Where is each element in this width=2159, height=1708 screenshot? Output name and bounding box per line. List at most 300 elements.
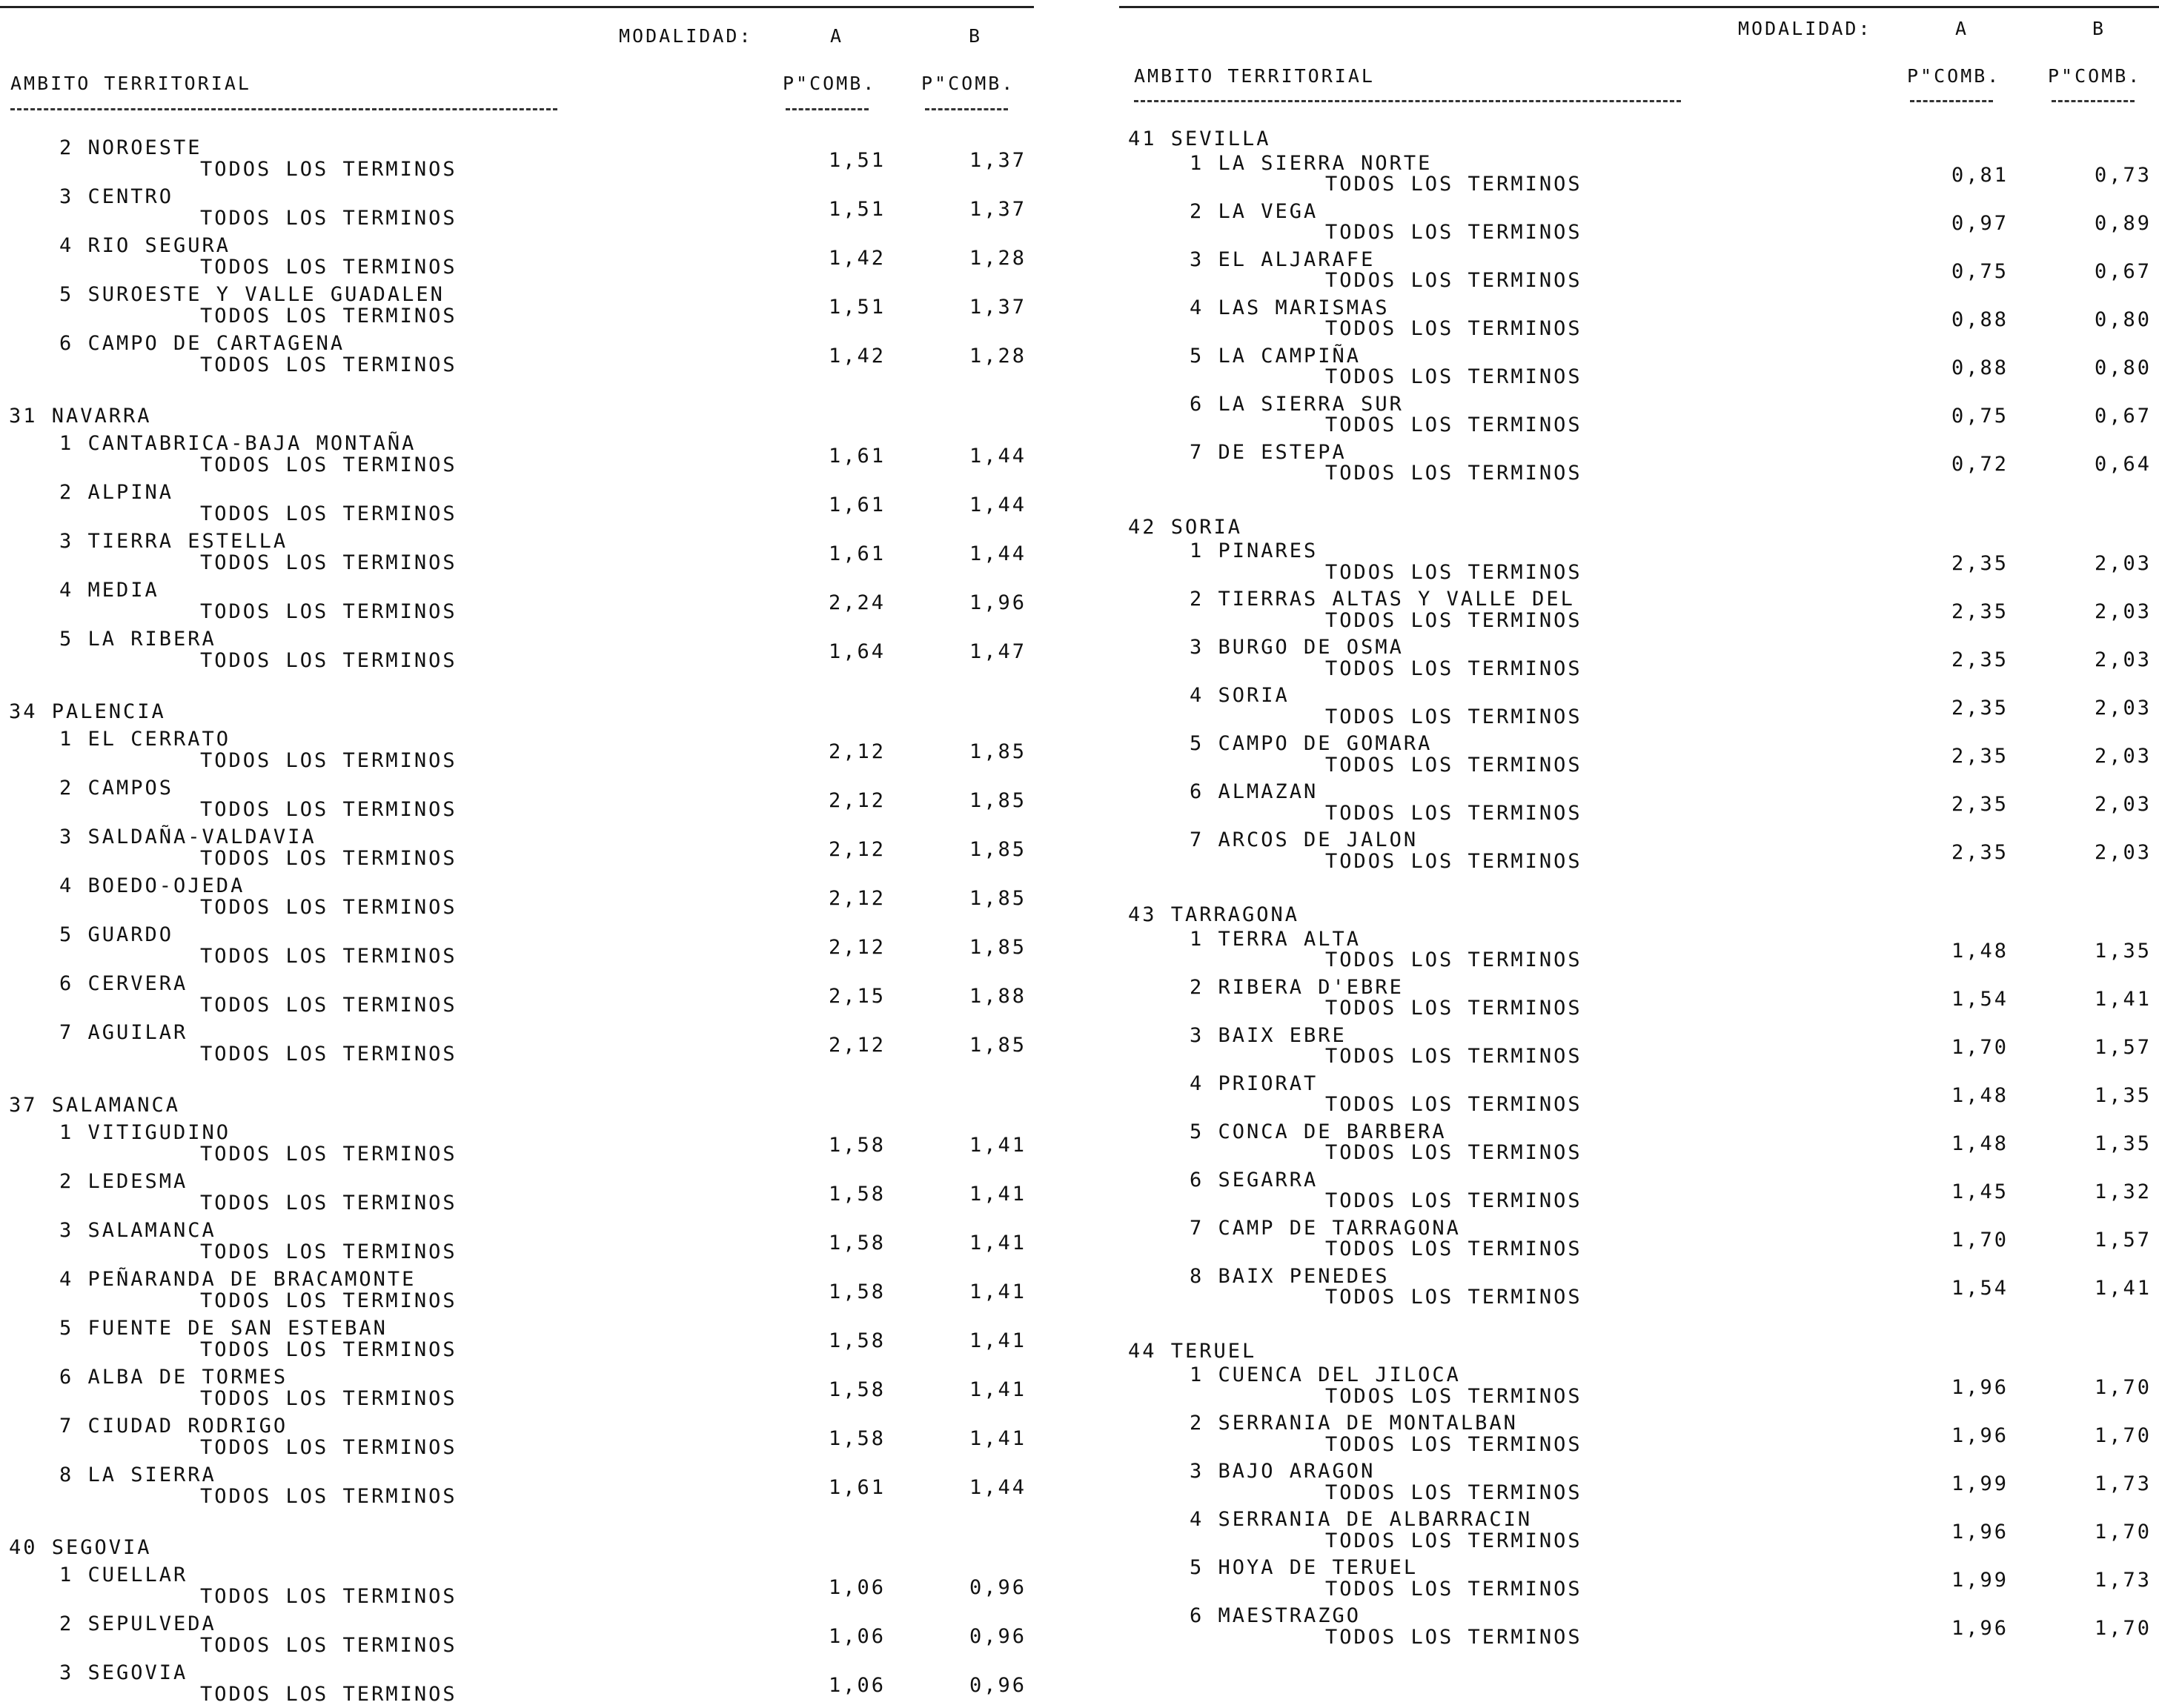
value-a: 1,96: [1951, 1375, 2009, 1399]
value-a: 2,12: [828, 789, 886, 812]
term-row: [1119, 988, 2159, 1022]
comarca-name: 3 TIERRA ESTELLA: [59, 530, 288, 553]
value-b: 0,96: [969, 1576, 1027, 1599]
term-label: TODOS LOS TERMINOS: [1325, 997, 1582, 1020]
term-label: TODOS LOS TERMINOS: [1325, 1237, 1582, 1260]
comarca-name: 3 BURGO DE OSMA: [1190, 636, 1404, 659]
value-b: 1,70: [2094, 1616, 2152, 1640]
value-a: 2,12: [828, 936, 886, 959]
term-row: [0, 640, 1038, 674]
value-b: 1,85: [969, 887, 1027, 910]
comarca-name: 3 SALDAÑA-VALDAVIA: [59, 825, 316, 848]
term-row: [0, 1183, 1038, 1217]
term-row: [0, 1280, 1038, 1315]
comarca-name: 4 PEÑARANDA DE BRACAMONTE: [59, 1268, 417, 1291]
value-a: 1,06: [828, 1674, 886, 1697]
value-b: 0,73: [2094, 164, 2152, 187]
comarca-name: 2 LA VEGA: [1190, 199, 1319, 223]
pcomb-b-label: P"COMB.: [921, 73, 1015, 94]
comarca-name: 7 DE ESTEPA: [1190, 440, 1347, 464]
term-row: [0, 1674, 1038, 1708]
province-row: [0, 1094, 1038, 1119]
value-b: 2,03: [2094, 744, 2152, 768]
term-label: TODOS LOS TERMINOS: [200, 353, 457, 376]
term-label: TODOS LOS TERMINOS: [200, 551, 457, 574]
value-a: 2,35: [1951, 840, 2009, 864]
value-b: 1,41: [969, 1232, 1027, 1255]
comarca-name: 5 HOYA DE TERUEL: [1190, 1556, 1419, 1579]
province-name: 37 SALAMANCA: [9, 1094, 181, 1117]
pcomb-a-underline: [786, 108, 869, 110]
pcomb-b-label: P"COMB.: [2048, 65, 2142, 87]
term-label: TODOS LOS TERMINOS: [200, 1683, 457, 1706]
comarca-name: 4 PRIORAT: [1190, 1071, 1319, 1095]
value-b: 1,57: [2094, 1036, 2152, 1059]
value-a: 1,61: [828, 542, 886, 565]
modalidad-label: MODALIDAD:: [1738, 18, 1872, 39]
term-row: [0, 1427, 1038, 1461]
value-a: 1,45: [1951, 1180, 2009, 1203]
comarca-name: 6 LA SIERRA SUR: [1190, 392, 1404, 416]
province-row: [1119, 127, 2159, 153]
term-label: TODOS LOS TERMINOS: [200, 649, 457, 672]
value-b: 0,89: [2094, 212, 2152, 235]
value-a: 0,88: [1951, 308, 2009, 331]
value-b: 1,41: [969, 1280, 1027, 1303]
value-a: 1,96: [1951, 1423, 2009, 1447]
comarca-name: 1 TERRA ALTA: [1190, 927, 1362, 951]
term-label: TODOS LOS TERMINOS: [200, 158, 457, 181]
term-label: TODOS LOS TERMINOS: [1325, 221, 1582, 244]
term-label: TODOS LOS TERMINOS: [200, 305, 457, 328]
value-a: 2,35: [1951, 696, 2009, 720]
term-row: [1119, 744, 2159, 779]
term-label: TODOS LOS TERMINOS: [1325, 705, 1582, 728]
value-b: 2,03: [2094, 599, 2152, 623]
term-label: TODOS LOS TERMINOS: [1325, 1625, 1582, 1649]
term-row: [1119, 940, 2159, 974]
term-label: TODOS LOS TERMINOS: [1325, 1577, 1582, 1601]
term-label: TODOS LOS TERMINOS: [200, 207, 457, 230]
value-b: 1,47: [969, 640, 1027, 663]
right-column: [1119, 0, 2159, 1692]
ambito-label: AMBITO TERRITORIAL: [1134, 65, 1375, 87]
comarca-name: 4 BOEDO-OJEDA: [59, 874, 245, 897]
term-label: TODOS LOS TERMINOS: [200, 994, 457, 1017]
term-label: TODOS LOS TERMINOS: [200, 798, 457, 821]
term-row: [1119, 212, 2159, 246]
comarca-name: 1 CANTABRICA-BAJA MONTAÑA: [59, 432, 417, 455]
value-b: 0,64: [2094, 453, 2152, 476]
comarca-name: 8 BAIX PENEDES: [1190, 1264, 1390, 1288]
term-label: TODOS LOS TERMINOS: [1325, 849, 1582, 873]
term-label: TODOS LOS TERMINOS: [1325, 365, 1582, 388]
value-a: 1,96: [1951, 1520, 2009, 1543]
province-row: [0, 700, 1038, 725]
ambito-underline: [1134, 100, 1681, 102]
term-row: [1119, 164, 2159, 198]
value-b: 1,85: [969, 1034, 1027, 1057]
value-b: 2,03: [2094, 551, 2152, 575]
value-a: 1,96: [1951, 1616, 2009, 1640]
term-label: TODOS LOS TERMINOS: [200, 1436, 457, 1459]
value-a: 1,58: [828, 1183, 886, 1206]
comarca-name: 5 LA CAMPIÑA: [1190, 344, 1362, 368]
comarca-name: 2 SEPULVEDA: [59, 1612, 216, 1635]
value-b: 1,70: [2094, 1375, 2152, 1399]
value-b: 1,44: [969, 445, 1027, 468]
value-b: 1,35: [2094, 1084, 2152, 1107]
term-row: [0, 1329, 1038, 1363]
value-b: 1,88: [969, 985, 1027, 1008]
pcomb-a-label: P"COMB.: [783, 73, 877, 94]
comarca-name: 1 LA SIERRA NORTE: [1190, 151, 1433, 175]
term-row: [1119, 1375, 2159, 1410]
value-b: 0,67: [2094, 405, 2152, 428]
comarca-name: 3 EL ALJARAFE: [1190, 247, 1376, 271]
value-b: 1,85: [969, 838, 1027, 861]
term-label: TODOS LOS TERMINOS: [200, 1240, 457, 1263]
comarca-name: 3 SEGOVIA: [59, 1661, 188, 1684]
value-a: 1,06: [828, 1625, 886, 1648]
term-label: TODOS LOS TERMINOS: [1325, 1286, 1582, 1309]
value-b: 1,57: [2094, 1229, 2152, 1252]
value-a: 1,61: [828, 445, 886, 468]
province-row: [1119, 516, 2159, 541]
term-label: TODOS LOS TERMINOS: [1325, 173, 1582, 196]
term-label: TODOS LOS TERMINOS: [1325, 1529, 1582, 1552]
province-name: 43 TARRAGONA: [1128, 903, 1300, 926]
value-b: 1,32: [2094, 1180, 2152, 1203]
term-row: [1119, 260, 2159, 294]
term-row: [0, 494, 1038, 528]
comarca-name: 3 BAJO ARAGON: [1190, 1460, 1376, 1483]
value-b: 1,44: [969, 1476, 1027, 1499]
value-a: 1,42: [828, 247, 886, 270]
comarca-name: 2 LEDESMA: [59, 1170, 188, 1193]
value-b: 1,35: [2094, 940, 2152, 963]
term-label: TODOS LOS TERMINOS: [1325, 608, 1582, 632]
term-label: TODOS LOS TERMINOS: [200, 749, 457, 772]
province-row: [1119, 903, 2159, 928]
comarca-name: 1 CUENCA DEL JILOCA: [1190, 1363, 1461, 1386]
comarca-name: 6 CAMPO DE CARTAGENA: [59, 332, 345, 355]
comarca-name: 4 RIO SEGURA: [59, 234, 231, 257]
value-b: 2,03: [2094, 792, 2152, 816]
comarca-name: 6 ALMAZAN: [1190, 780, 1319, 803]
term-label: TODOS LOS TERMINOS: [1325, 1189, 1582, 1212]
term-label: TODOS LOS TERMINOS: [200, 1485, 457, 1508]
top-rule: [1119, 6, 2159, 8]
term-row: [0, 838, 1038, 872]
value-a: 1,58: [828, 1134, 886, 1157]
comarca-name: 7 ARCOS DE JALON: [1190, 828, 1419, 851]
term-row: [1119, 308, 2159, 342]
value-a: 1,48: [1951, 1084, 2009, 1107]
col-a-label: A: [1955, 18, 1969, 39]
value-a: 2,24: [828, 591, 886, 614]
value-b: 1,37: [969, 296, 1027, 319]
value-a: 1,48: [1951, 1132, 2009, 1155]
term-label: TODOS LOS TERMINOS: [200, 1143, 457, 1166]
comarca-name: 5 CONCA DE BARBERA: [1190, 1120, 1447, 1143]
term-row: [0, 1576, 1038, 1610]
term-row: [1119, 1520, 2159, 1555]
value-b: 0,96: [969, 1674, 1027, 1697]
comarca-name: 7 CIUDAD RODRIGO: [59, 1415, 288, 1438]
term-label: TODOS LOS TERMINOS: [200, 1338, 457, 1361]
term-row: [1119, 696, 2159, 731]
value-b: 1,70: [2094, 1520, 2152, 1543]
term-label: TODOS LOS TERMINOS: [200, 1289, 457, 1312]
value-b: 1,85: [969, 789, 1027, 812]
value-b: 1,41: [2094, 1277, 2152, 1300]
province-name: 42 SORIA: [1128, 515, 1243, 539]
province-name: 34 PALENCIA: [9, 700, 166, 723]
value-b: 1,37: [969, 149, 1027, 172]
term-label: TODOS LOS TERMINOS: [1325, 801, 1582, 825]
value-b: 0,80: [2094, 356, 2152, 379]
term-label: TODOS LOS TERMINOS: [1325, 753, 1582, 777]
value-b: 1,35: [2094, 1132, 2152, 1155]
term-row: [1119, 792, 2159, 827]
comarca-name: 6 CERVERA: [59, 972, 188, 995]
term-row: [0, 345, 1038, 379]
value-a: 1,54: [1951, 1277, 2009, 1300]
comarca-name: 5 SUROESTE Y VALLE GUADALEN: [59, 283, 445, 306]
term-row: [0, 887, 1038, 921]
pcomb-b-underline: [925, 108, 1008, 110]
term-row: [0, 247, 1038, 281]
value-a: 1,70: [1951, 1036, 2009, 1059]
comarca-name: 5 GUARDO: [59, 923, 174, 946]
term-row: [0, 149, 1038, 183]
term-label: TODOS LOS TERMINOS: [1325, 657, 1582, 680]
province-row: [0, 405, 1038, 430]
value-b: 1,41: [2094, 988, 2152, 1011]
value-a: 1,99: [1951, 1568, 2009, 1592]
province-row: [1119, 1340, 2159, 1365]
value-b: 1,73: [2094, 1568, 2152, 1592]
term-label: TODOS LOS TERMINOS: [1325, 413, 1582, 436]
comarca-name: 2 CAMPOS: [59, 777, 174, 800]
value-a: 2,12: [828, 838, 886, 861]
term-label: TODOS LOS TERMINOS: [200, 256, 457, 279]
comarca-name: 2 TIERRAS ALTAS Y VALLE DEL: [1190, 588, 1575, 611]
term-row: [0, 740, 1038, 774]
comarca-name: 5 LA RIBERA: [59, 628, 216, 651]
comarca-name: 6 ALBA DE TORMES: [59, 1366, 288, 1389]
term-row: [0, 1134, 1038, 1168]
comarca-name: 5 FUENTE DE SAN ESTEBAN: [59, 1317, 388, 1340]
value-a: 1,58: [828, 1329, 886, 1352]
term-label: TODOS LOS TERMINOS: [1325, 560, 1582, 584]
value-a: 1,58: [828, 1280, 886, 1303]
value-b: 1,73: [2094, 1472, 2152, 1495]
term-label: TODOS LOS TERMINOS: [200, 896, 457, 919]
col-a-label: A: [830, 25, 844, 47]
value-b: 1,41: [969, 1378, 1027, 1401]
value-a: 1,58: [828, 1378, 886, 1401]
value-b: 1,41: [969, 1427, 1027, 1450]
value-b: 1,96: [969, 591, 1027, 614]
value-b: 2,03: [2094, 696, 2152, 720]
value-b: 1,28: [969, 247, 1027, 270]
comarca-name: 1 EL CERRATO: [59, 728, 231, 751]
left-column: [0, 0, 1038, 1706]
value-b: 0,96: [969, 1625, 1027, 1648]
comarca-name: 7 CAMP DE TARRAGONA: [1190, 1216, 1461, 1240]
term-row: [0, 789, 1038, 823]
value-b: 1,44: [969, 494, 1027, 516]
value-a: 1,58: [828, 1232, 886, 1255]
comarca-name: 7 AGUILAR: [59, 1021, 188, 1044]
term-label: TODOS LOS TERMINOS: [1325, 1045, 1582, 1068]
term-row: [1119, 453, 2159, 487]
term-row: [0, 936, 1038, 970]
term-row: [1119, 840, 2159, 875]
term-label: TODOS LOS TERMINOS: [1325, 317, 1582, 340]
value-a: 1,42: [828, 345, 886, 368]
col-b-label: B: [2092, 18, 2106, 39]
value-b: 2,03: [2094, 648, 2152, 671]
comarca-name: 4 LAS MARISMAS: [1190, 296, 1390, 319]
term-label: TODOS LOS TERMINOS: [200, 945, 457, 968]
ambito-underline: [10, 108, 557, 110]
value-a: 0,88: [1951, 356, 2009, 379]
value-a: 1,06: [828, 1576, 886, 1599]
comarca-name: 4 MEDIA: [59, 579, 159, 602]
term-label: TODOS LOS TERMINOS: [1325, 1141, 1582, 1164]
comarca-name: 2 NOROESTE: [59, 136, 202, 159]
term-label: TODOS LOS TERMINOS: [200, 1192, 457, 1214]
comarca-name: 2 RIBERA D'EBRE: [1190, 975, 1404, 999]
value-a: 1,54: [1951, 988, 2009, 1011]
value-a: 2,35: [1951, 744, 2009, 768]
value-a: 2,15: [828, 985, 886, 1008]
comarca-name: 3 CENTRO: [59, 185, 174, 208]
value-a: 0,75: [1951, 405, 2009, 428]
comarca-name: 1 PINARES: [1190, 539, 1319, 562]
value-a: 1,61: [828, 1476, 886, 1499]
value-b: 1,44: [969, 542, 1027, 565]
term-row: [0, 1034, 1038, 1068]
comarca-name: 6 MAESTRAZGO: [1190, 1604, 1362, 1627]
term-label: TODOS LOS TERMINOS: [200, 1585, 457, 1608]
value-a: 1,51: [828, 198, 886, 221]
value-a: 0,75: [1951, 260, 2009, 283]
comarca-name: 1 CUELLAR: [59, 1564, 188, 1586]
value-a: 1,61: [828, 494, 886, 516]
term-row: [0, 985, 1038, 1019]
comarca-name: 3 SALAMANCA: [59, 1219, 216, 1242]
comarca-name: 1 VITIGUDINO: [59, 1121, 231, 1144]
term-label: TODOS LOS TERMINOS: [200, 502, 457, 525]
term-label: TODOS LOS TERMINOS: [200, 1043, 457, 1066]
value-a: 1,48: [1951, 940, 2009, 963]
col-b-label: B: [969, 25, 983, 47]
comarca-name: 4 SERRANIA DE ALBARRACIN: [1190, 1508, 1533, 1531]
term-row: [0, 1378, 1038, 1412]
term-row: [1119, 1277, 2159, 1311]
province-name: 31 NAVARRA: [9, 405, 152, 428]
ambito-label: AMBITO TERRITORIAL: [10, 73, 251, 94]
term-row: [1119, 1132, 2159, 1166]
value-a: 1,99: [1951, 1472, 2009, 1495]
value-a: 0,97: [1951, 212, 2009, 235]
value-a: 1,70: [1951, 1229, 2009, 1252]
comarca-name: 6 SEGARRA: [1190, 1168, 1319, 1192]
term-row: [0, 1476, 1038, 1510]
comarca-name: 2 SERRANIA DE MONTALBAN: [1190, 1412, 1518, 1435]
value-b: 1,85: [969, 740, 1027, 763]
province-name: 40 SEGOVIA: [9, 1536, 152, 1559]
term-label: TODOS LOS TERMINOS: [1325, 1384, 1582, 1408]
province-row: [0, 1536, 1038, 1561]
term-label: TODOS LOS TERMINOS: [1325, 1432, 1582, 1456]
comarca-name: 5 CAMPO DE GOMARA: [1190, 732, 1433, 755]
term-row: [0, 198, 1038, 232]
value-b: 1,28: [969, 345, 1027, 368]
pcomb-b-underline: [2052, 100, 2135, 102]
value-b: 2,03: [2094, 840, 2152, 864]
term-row: [0, 542, 1038, 576]
value-a: 1,51: [828, 296, 886, 319]
value-b: 1,37: [969, 198, 1027, 221]
comarca-name: 8 LA SIERRA: [59, 1463, 216, 1486]
value-a: 1,64: [828, 640, 886, 663]
term-row: [0, 591, 1038, 625]
term-label: TODOS LOS TERMINOS: [200, 600, 457, 623]
pcomb-a-underline: [1910, 100, 1993, 102]
top-rule: [0, 6, 1034, 8]
term-label: TODOS LOS TERMINOS: [1325, 948, 1582, 971]
term-row: [1119, 551, 2159, 586]
term-row: [1119, 1229, 2159, 1263]
value-b: 1,85: [969, 936, 1027, 959]
term-label: TODOS LOS TERMINOS: [200, 847, 457, 870]
term-row: [1119, 1568, 2159, 1603]
modalidad-label: MODALIDAD:: [619, 25, 753, 47]
term-row: [1119, 1084, 2159, 1118]
value-b: 1,41: [969, 1329, 1027, 1352]
term-row: [1119, 648, 2159, 682]
value-b: 0,67: [2094, 260, 2152, 283]
comarca-name: 2 ALPINA: [59, 481, 174, 504]
term-label: TODOS LOS TERMINOS: [200, 1387, 457, 1410]
term-row: [0, 296, 1038, 330]
term-row: [0, 445, 1038, 479]
value-a: 2,35: [1951, 648, 2009, 671]
province-name: 41 SEVILLA: [1128, 127, 1271, 150]
term-label: TODOS LOS TERMINOS: [1325, 1481, 1582, 1504]
term-row: [1119, 1472, 2159, 1506]
value-a: 2,35: [1951, 599, 2009, 623]
term-row: [1119, 405, 2159, 439]
comarca-name: 3 BAIX EBRE: [1190, 1023, 1347, 1047]
value-a: 0,81: [1951, 164, 2009, 187]
province-name: 44 TERUEL: [1128, 1339, 1257, 1363]
value-a: 0,72: [1951, 453, 2009, 476]
value-b: 1,41: [969, 1183, 1027, 1206]
term-row: [1119, 1036, 2159, 1070]
value-b: 1,70: [2094, 1423, 2152, 1447]
comarca-name: 4 SORIA: [1190, 684, 1290, 707]
value-a: 2,35: [1951, 792, 2009, 816]
value-b: 1,41: [969, 1134, 1027, 1157]
value-a: 2,35: [1951, 551, 2009, 575]
value-a: 1,51: [828, 149, 886, 172]
